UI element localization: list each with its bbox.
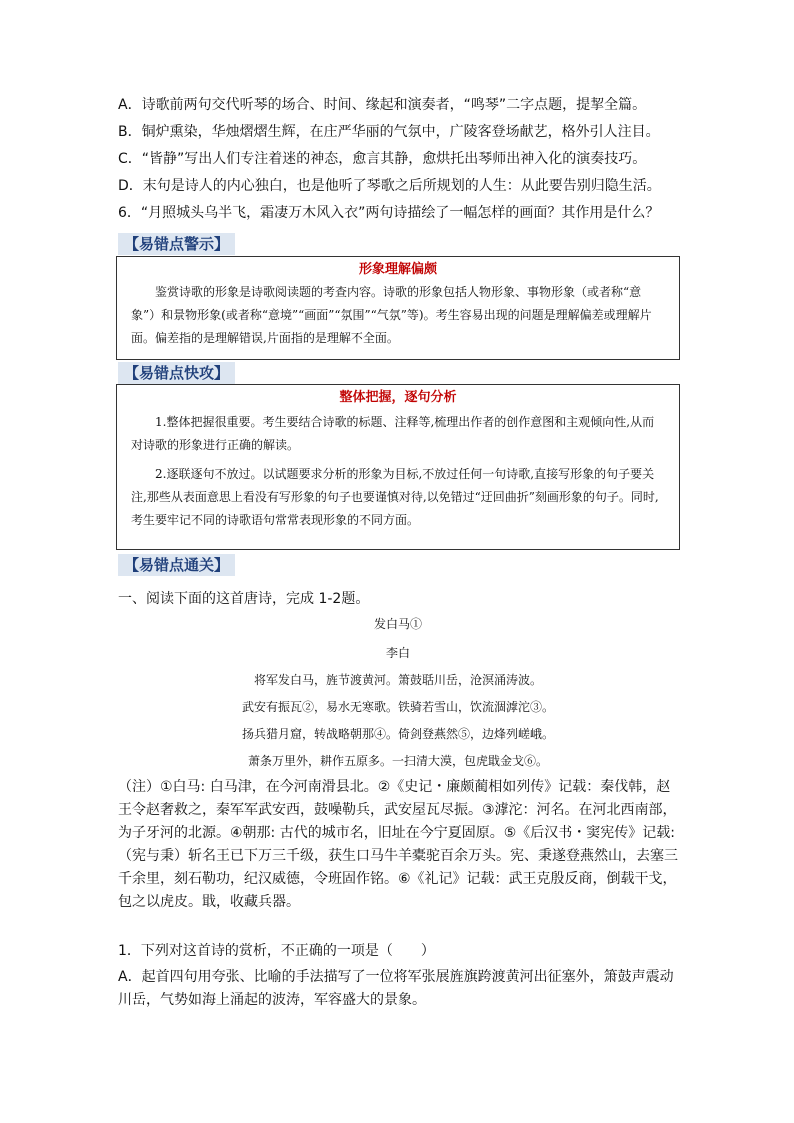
question-1: 1．下列对这首诗的赏析，不正确的一项是（ ） — [118, 943, 435, 959]
section-header-tips: 【易错点快攻】 — [118, 362, 235, 384]
poem-line: 扬兵猎月窟，转战略朝那④。倚剑登燕然⑤，边烽列嵯峨。 — [241, 727, 554, 741]
option-a-line: A．起首四句用夸张、比喻的手法描写了一位将军张展旌旗跨渡黄河出征塞外，箫鼓声震动 — [118, 969, 674, 985]
warning-text: 鉴赏诗歌的形象是诗歌阅读题的考查内容。诗歌的形象包括人物形象、事物形象（或者称“意象”）和景物形象(或者称“意境”“画面”“氛围”“气氛”等)。考生容易出现的问题是理解偏差或理解片面。偏差指的是理解错误,片面指的是理解不全面。 — [131, 285, 652, 345]
note-line: （注）①白马: 白马津，在今河南滑县北。②《史记・廉颇蔺相如列传》记载：秦伐韩，赵 — [118, 779, 671, 795]
practice-intro: 一、阅读下面的这首唐诗，完成 1-2题。 — [118, 591, 370, 607]
option-d: D．末句是诗人的内心独白，也是他听了琴歌之后所规划的人生：从此要告别归隐生活。 — [118, 178, 661, 194]
note-line: 包之以虎皮。戢，收藏兵器。 — [118, 894, 300, 910]
question-6: 6．“月照城头乌半飞，霜凄万木风入衣”两句诗描绘了一幅怎样的画面？其作用是什么？ — [118, 205, 660, 221]
option-b: B．铜炉熏染，华烛熠熠生辉，在庄严华丽的气氛中，广陵客登场献艺，格外引人注目。 — [118, 124, 660, 140]
warning-box — [116, 256, 680, 360]
poem-author: 李白 — [385, 646, 410, 660]
poem-title: 发白马① — [373, 617, 422, 631]
note-line: （宪与秉）斩名王已下万三千级，获生口马牛羊橐驼百余万头。宪、秉遂登燕然山，去塞三 — [118, 848, 678, 864]
section-header-warning: 【易错点警示】 — [118, 233, 235, 255]
poem-notes — [118, 776, 680, 914]
tips-title: 整体把握，逐句分析 — [339, 390, 457, 405]
tips-para-2: 2.逐联逐句不放过。以试题要求分析的形象为目标,不放过任何一句诗歌,直接写形象的句子要关注,那些从表面意思上看没有写形象的句子也要谨慎对待,以免错过“迂回曲折”刻画形象的句子。同时,考生要牢记不同的诗歌语句常常表现形象的不同方面。 — [131, 467, 659, 527]
option-a: A．诗歌前两句交代听琴的场合、时间、缘起和演奏者，“鸣琴”二字点题，提挈全篇。 — [118, 97, 647, 113]
warning-title: 形象理解偏颇 — [358, 262, 437, 277]
tips-para-1: 1.整体把握很重要。考生要结合诗歌的标题、注释等,梳理出作者的创作意图和主观倾向性,从而对诗歌的形象进行正确的解读。 — [131, 415, 655, 452]
option-c: C．“皆静”写出人们专注着迷的神态，愈言其静，愈烘托出琴师出神入化的演奏技巧。 — [118, 151, 647, 167]
note-line: 千余里，刻石勒功，纪汉威德，令班固作铭。⑥《礼记》记载：武王克殷反商，倒载干戈， — [118, 871, 677, 887]
note-line: 为子牙河的北源。④朝那: 古代的城市名，旧址在今宁夏固原。⑤《后汉书・窦宪传》记载: — [118, 825, 675, 841]
option-a-line: 川岳，气势如海上涌起的波涛，军容盛大的景象。 — [118, 992, 426, 1008]
note-line: 王令赵奢救之，秦军军武安西，鼓噪勒兵，武安屋瓦尽振。③滹沱：河名。在河北西南部， — [118, 802, 677, 818]
tips-box — [116, 384, 680, 550]
poem-line: 武安有振瓦②，易水无寒歌。铁骑若雪山，饮流涸滹沱③。 — [241, 700, 554, 714]
section-header-practice: 【易错点通关】 — [118, 554, 235, 576]
poem-line: 将军发白马，旌节渡黄河。箫鼓聒川岳，沧溟涌涛波。 — [253, 673, 542, 687]
poem-line: 萧条万里外，耕作五原多。一扫清大漠，包虎戢金戈⑥。 — [247, 754, 548, 768]
question-1-option-a — [118, 966, 680, 1012]
